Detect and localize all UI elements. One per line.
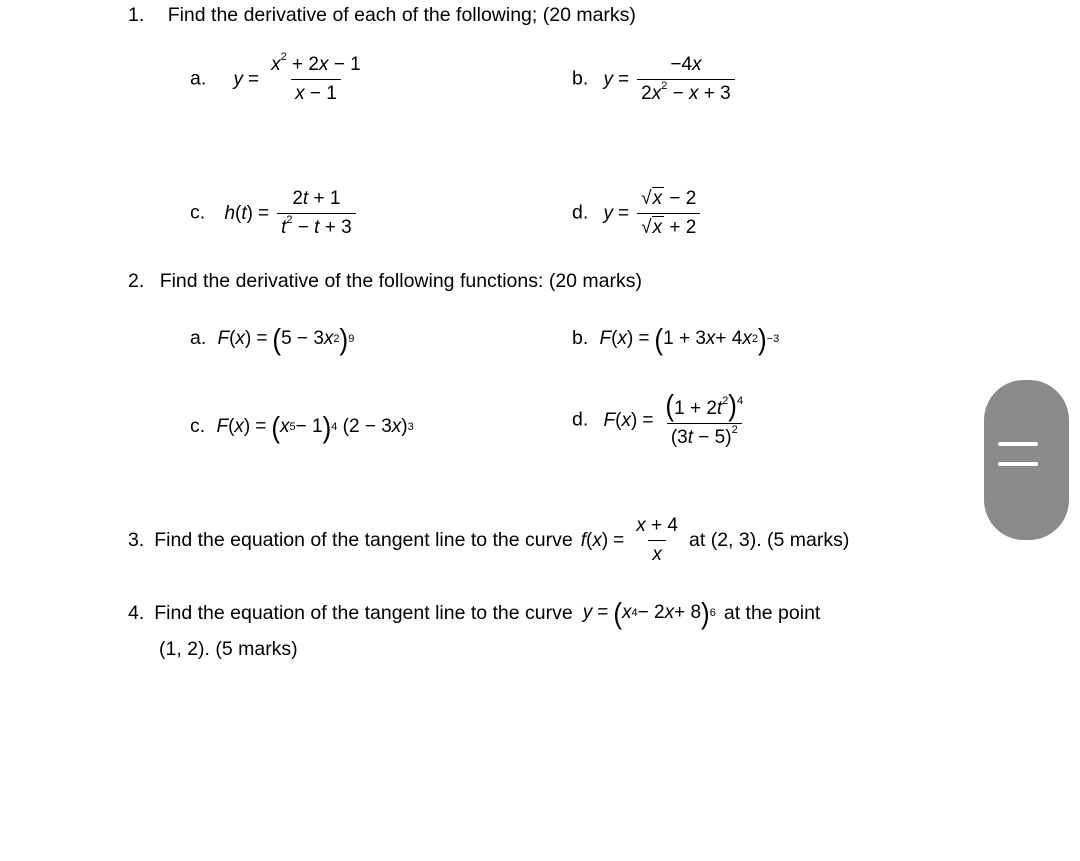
question-3 [128,515,849,566]
part-label: a. [190,327,207,349]
q2-part-b [572,321,780,357]
question-4-line-2: (1, 2). (5 marks) [159,638,298,660]
q2b-expression: F ( x ) = ( 1 + 3 x + 4 x 2 ) −3 [599,321,780,357]
floating-pill-handle[interactable] [984,380,1069,540]
q2-part-c [190,409,414,445]
q2-part-a [190,321,355,357]
question-1-number: 1. [128,4,145,26]
q4-expression: y = ( x 4 − 2 x + 8 ) 6 [582,595,716,631]
question-2-number: 2. [128,270,145,292]
q2c-expression: F ( x ) = ( x 5 − 1 ) 4 (2 − 3 x ) 3 [216,409,414,445]
q1d-expression: y = $\frac{√x - 2}{√x + 2}$ [604,188,704,239]
q1-part-c [190,188,359,239]
question-3-text-before: Find the equation of the tangent line to the curve [154,529,573,551]
q2d-expression: F ( x ) = $\frac{(1 + 2t^2)^4}{(3t - 5)^2}$ [603,387,744,448]
question-3-number: 3. [128,529,145,551]
q1c-expression: h ( t ) = $\frac{2t + 1}{t^2 - t + 3}$ [224,188,358,239]
question-2-text: Find the derivative of the following functions: (20 marks) [159,270,642,292]
question-1-text: Find the derivative of each of the following; (20 marks) [167,4,636,26]
q1-part-b [572,54,738,105]
question-3-text-after: at (2, 3). (5 marks) [689,529,850,551]
question-4 [128,595,821,631]
q1-part-a [190,51,368,105]
q1-part-d [572,188,703,239]
question-2 [128,270,642,293]
q1a-expression: y = $\frac{x^2 + 2x - 1}{x - 1}$ [233,51,361,104]
part-label: d. [572,408,589,431]
question-4-number: 4. [128,601,145,624]
q3-expression: f ( x ) = $\frac{x + 4}{x}$ [580,515,679,565]
question-4-text-after: at the point [723,601,821,624]
q2-part-d [572,387,750,449]
part-label: d. [572,201,589,224]
q2a-expression: F ( x ) = ( 5 − 3 x 2 ) 9 [217,321,355,357]
part-label: c. [190,201,206,224]
part-label: c. [190,415,206,437]
q1b-expression: y = $\frac{-4x}{2x^2 - x + 3}$ [604,54,738,105]
part-label: b. [572,67,589,90]
question-1 [128,4,636,27]
question-4-text-before: Find the equation of the tangent line to the curve [154,601,573,624]
part-label: b. [572,327,589,349]
part-label: a. [190,67,207,90]
